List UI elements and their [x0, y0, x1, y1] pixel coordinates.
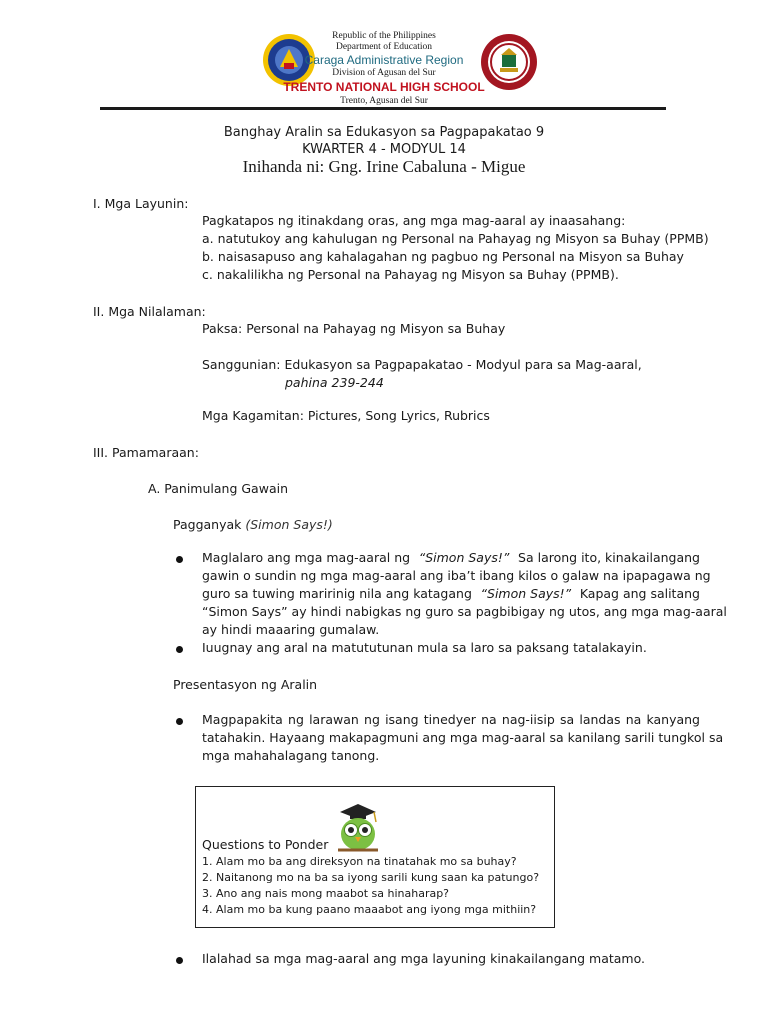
objective-suffix: (PPMB). — [570, 267, 619, 282]
bullet1-line5: ay hindi maaaring gumalaw. — [202, 622, 380, 637]
objective-suffix: (PPMB) — [664, 231, 709, 246]
region-text: Caraga Administrative Region — [304, 53, 464, 67]
bullet1-line4: “Simon Says” ay hindi nabigkas ng guro sa pagbibigay ng utos, ang mga mag-aaral — [202, 604, 727, 619]
section-layunin-heading: I. Mga Layunin: — [93, 196, 189, 211]
prepared-by: Inihanda ni: Gng. Irine Cabaluna - Migue — [242, 157, 526, 176]
objective-text: nakalilikha ng Personal na Pahayag ng Misyon sa Buhay — [216, 267, 567, 282]
bullet3-line1: Magpapakita ng larawan ng isang tinedyer na nag-iisip sa landas na kanyang — [202, 712, 700, 727]
bullet-dot — [176, 646, 183, 653]
presentasyon-heading: Presentasyon ng Aralin — [173, 677, 318, 692]
bullet4-text: Ilalahad sa mga mag-aaral ang mga layuning kinakailangang matamo. — [202, 951, 645, 966]
bullet2-text: Iuugnay ang aral na matututunan mula sa laro sa paksang tatalakayin. — [202, 640, 647, 655]
bullet1-text-c: Kapag ang salitang — [579, 586, 700, 601]
bullet-dot — [176, 556, 183, 563]
paksa-line — [202, 321, 505, 336]
bullet-dot — [176, 957, 183, 964]
bullet3-line3: mga mahahalagang tanong. — [202, 748, 380, 763]
panimulang-gawain-heading: A. Panimulang Gawain — [148, 481, 288, 496]
pagganyak-label: Pagganyak — [173, 517, 242, 532]
question-item: 1. Alam mo ba ang direksyon na tinatahak mo sa buhay? — [202, 855, 517, 868]
bullet1-simon-says: “Simon Says!” — [418, 550, 510, 565]
paksa-label: Paksa: — [202, 321, 243, 336]
bullet3-line2: tatahakin. Hayaang makapagmuni ang mga mag-aaral sa kanilang sarili tungkol sa — [202, 730, 724, 745]
owl-graduate-illustration — [330, 798, 386, 854]
question-item: 3. Ano ang nais mong maabot sa hinaharap? — [202, 887, 450, 900]
objective-letter: c. — [202, 267, 213, 282]
sanggunian-line — [202, 357, 642, 372]
sanggunian-value: Edukasyon sa Pagpapakatao - Modyul para sa Mag-aaral, — [284, 357, 642, 372]
school-name: TRENTO NATIONAL HIGH SCHOOL — [283, 80, 485, 94]
bullet1-text-c: Sa larong ito, kinakailangang — [518, 550, 700, 565]
bullet1-line3 — [202, 586, 700, 601]
bullet1-text-a: guro sa tuwing maririnig nila ang katagang — [202, 586, 472, 601]
header-rule — [100, 107, 666, 110]
objective-a — [202, 231, 709, 246]
kagamitan-line — [202, 408, 490, 423]
objective-b — [202, 249, 684, 264]
bullet1-text-a: Maglalaro ang mga mag-aaral ng — [202, 550, 411, 565]
pagganyak-line — [173, 517, 333, 532]
objective-letter: b. — [202, 249, 214, 264]
quarter-module: KWARTER 4 - MODYUL 14 — [302, 142, 466, 157]
questions-title: Questions to Ponder — [202, 837, 329, 852]
document-title: Banghay Aralin sa Edukasyon sa Pagpapakatao 9 — [223, 125, 545, 140]
objective-text: naisasapuso ang kahalagahan ng pagbuo ng Personal na Misyon sa Buhay — [217, 249, 684, 264]
sanggunian-label: Sanggunian: — [202, 357, 281, 372]
section-pamamaraan-heading: III. Pamamaraan: — [93, 445, 199, 460]
objective-text: natutukoy ang kahulugan ng Personal na Pahayag ng Misyon sa Buhay — [217, 231, 661, 246]
division-text: Division of Agusan del Sur — [332, 68, 436, 78]
section-nilalaman-heading: II. Mga Nilalaman: — [93, 304, 206, 319]
bullet1-simon-says: “Simon Says!” — [480, 586, 572, 601]
paksa-value: Personal na Pahayag ng Misyon sa Buhay — [246, 321, 506, 336]
republic-text: Republic of the Philippines — [332, 31, 436, 41]
address-text: Trento, Agusan del Sur — [340, 96, 428, 106]
kagamitan-label: Mga Kagamitan: — [202, 408, 304, 423]
bullet1-line1 — [202, 550, 700, 565]
pahina-text: pahina 239-244 — [285, 375, 384, 390]
pagganyak-note: (Simon Says!) — [245, 517, 333, 532]
question-item: 4. Alam mo ba kung paano maaabot ang iyong mga mithiin? — [202, 903, 537, 916]
layunin-intro: Pagkatapos ng itinakdang oras, ang mga mag-aaral ay inaasahang: — [202, 213, 626, 228]
bullet-dot — [176, 718, 183, 725]
kagamitan-value: Pictures, Song Lyrics, Rubrics — [307, 408, 490, 423]
objective-letter: a. — [202, 231, 214, 246]
objective-c — [202, 267, 619, 282]
bullet1-line2: gawin o sundin ng mga mag-aaral ang iba’t ibang kilos o galaw na ipapagawa ng — [202, 568, 711, 583]
department-text: Department of Education — [335, 42, 433, 52]
question-item: 2. Naitanong mo na ba sa iyong sarili kung saan ka patungo? — [202, 871, 540, 884]
